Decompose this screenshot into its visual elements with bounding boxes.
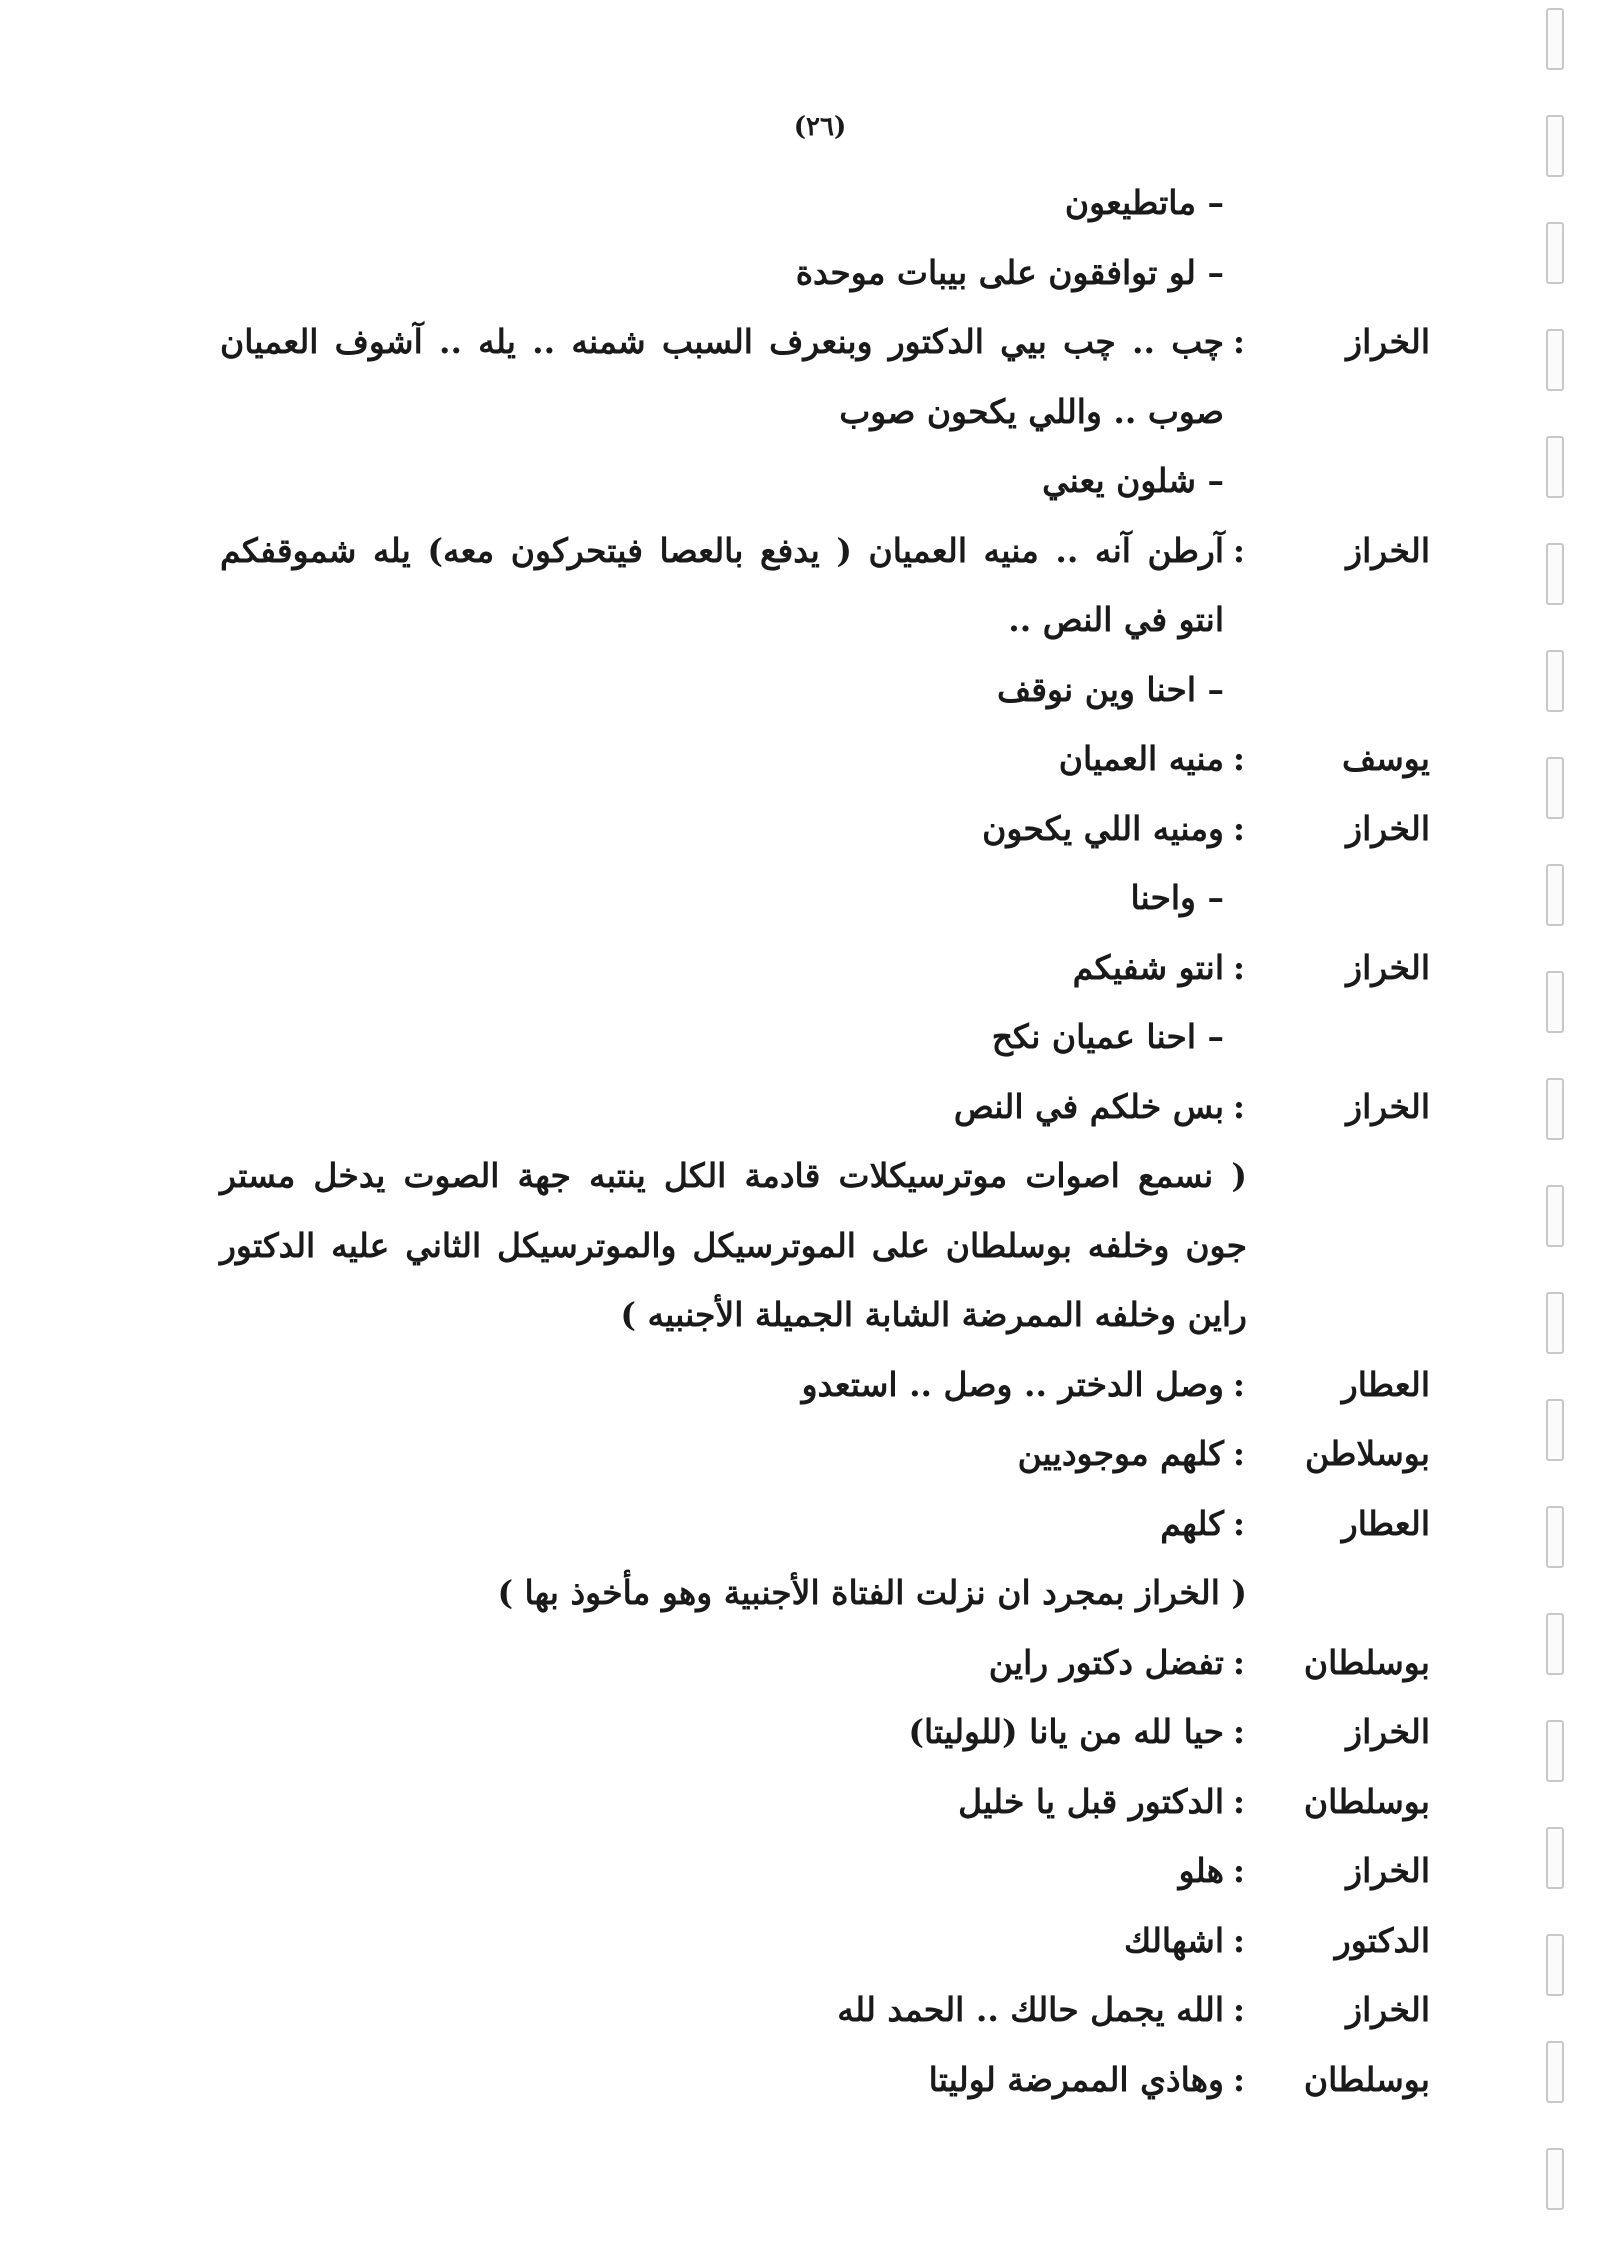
speaker-name: الخراز — [1346, 530, 1430, 570]
speaker-colon: : — [1232, 1364, 1245, 1404]
line-text: وصل الدختر .. وصل .. استعدو — [801, 1364, 1224, 1404]
stage-direction — [220, 1558, 1430, 1628]
dialogue-line — [220, 863, 1430, 933]
line-text: اشهالك — [1124, 1920, 1224, 1960]
speaker-name: بوسلاطن — [1305, 1434, 1430, 1473]
binding-hole — [1546, 329, 1564, 391]
line-text: آرطن آنه .. منيه العميان ( يدفع بالعصا فيتحركون معه) يله شموقفكم انتو في النص .. — [220, 530, 1224, 639]
dialogue-line — [220, 794, 1430, 864]
speaker-colon: : — [1232, 1086, 1245, 1126]
dialogue-line — [220, 1697, 1430, 1767]
line-text: انتو شفيكم — [1072, 947, 1224, 987]
dialogue-line — [220, 168, 1430, 238]
line-text: الله يجمل حالك .. الحمد لله — [837, 1990, 1224, 2029]
line-text: تفضل دكتور راين — [988, 1642, 1224, 1682]
binding-hole — [1546, 1506, 1564, 1568]
dialogue-line — [220, 724, 1430, 794]
dialogue-line — [220, 1628, 1430, 1698]
dialogue-line — [220, 307, 1430, 446]
speaker-colon: : — [1232, 808, 1245, 848]
speaker-colon: : — [1232, 739, 1245, 778]
dialogue-line — [220, 1489, 1430, 1559]
binding-holes — [1534, 0, 1574, 2262]
dialogue-line — [220, 655, 1430, 725]
speaker-name: الخراز — [1346, 1086, 1430, 1126]
speaker-colon: : — [1232, 1434, 1245, 1473]
speaker-name: الخراز — [1346, 1851, 1430, 1890]
speaker-name: العطار — [1341, 1364, 1430, 1404]
dialogue-line — [220, 1419, 1430, 1489]
speaker-colon: : — [1232, 1920, 1245, 1960]
binding-hole — [1546, 1934, 1564, 1996]
line-text: – ماتطيعون — [220, 168, 1224, 238]
speaker-name: الدكتور — [1334, 1920, 1430, 1960]
binding-hole — [1546, 1613, 1564, 1675]
binding-hole — [1546, 2041, 1564, 2103]
speaker-name: العطار — [1341, 1503, 1430, 1543]
binding-hole — [1546, 222, 1564, 284]
script-body — [220, 168, 1430, 2114]
binding-hole — [1546, 1292, 1564, 1354]
binding-hole — [1546, 971, 1564, 1033]
page-number: (٢٦) — [793, 112, 847, 142]
dialogue-line — [220, 446, 1430, 516]
dialogue-line — [220, 1350, 1430, 1420]
speaker-colon: : — [1232, 1712, 1245, 1751]
speaker-name: الخراز — [1346, 322, 1430, 361]
line-text: – لو توافقون على بيبات موحدة — [220, 238, 1224, 308]
speaker-colon: : — [1232, 1503, 1245, 1543]
line-text: – شلون يعني — [220, 446, 1224, 516]
speaker-colon: : — [1232, 1781, 1245, 1821]
line-text: ومنيه اللي يكحون — [982, 808, 1224, 848]
binding-hole — [1546, 864, 1564, 926]
binding-hole — [1546, 1399, 1564, 1461]
dialogue-line — [220, 933, 1430, 1003]
speaker-colon: : — [1232, 1851, 1245, 1890]
line-text: – واحنا — [220, 863, 1224, 933]
line-text: الدكتور قبل يا خليل — [958, 1781, 1224, 1821]
binding-hole — [1546, 1185, 1564, 1247]
speaker-name: الخراز — [1346, 1712, 1430, 1751]
speaker-name: بوسلطان — [1303, 1642, 1430, 1682]
line-text: كلهم — [1160, 1503, 1224, 1543]
line-text: وهاذي الممرضة لوليتا — [928, 2059, 1224, 2099]
line-text: حيا لله من يانا (للوليتا) — [908, 1712, 1224, 1751]
binding-hole — [1546, 1720, 1564, 1782]
speaker-colon: : — [1232, 530, 1245, 570]
binding-hole — [1546, 8, 1564, 70]
dialogue-line — [220, 1072, 1430, 1142]
binding-hole — [1546, 543, 1564, 605]
line-text: بس خلكم في النص — [953, 1086, 1224, 1126]
dialogue-line — [220, 1975, 1430, 2045]
speaker-colon: : — [1232, 322, 1245, 361]
binding-hole — [1546, 757, 1564, 819]
speaker-name: الخراز — [1346, 947, 1430, 987]
line-text: – احنا عميان نكح — [220, 1002, 1224, 1072]
line-text: ( نسمع اصوات موترسيكلات قادمة الكل ينتبه جهة الصوت يدخل مستر جون وخلفه بوسلطان على الموترسيكل والموترسيكل الثاني عليه الدكتور راين وخلفه الممرضة الشابة الجميلة الأجنبيه ) — [220, 1156, 1247, 1334]
dialogue-line — [220, 516, 1430, 655]
line-text: – احنا وين نوقف — [220, 655, 1224, 725]
dialogue-line — [220, 2045, 1430, 2115]
speaker-name: بوسلطان — [1303, 2059, 1430, 2099]
binding-hole — [1546, 650, 1564, 712]
line-text: منيه العميان — [1058, 739, 1224, 778]
dialogue-line — [220, 1906, 1430, 1976]
dialogue-line — [220, 238, 1430, 308]
speaker-name: يوسف — [1341, 739, 1430, 778]
line-text: ( الخراز بمجرد ان نزلت الفتاة الأجنبية وهو مأخوذ بها ) — [497, 1573, 1247, 1612]
binding-hole — [1546, 2148, 1564, 2210]
binding-hole — [1546, 115, 1564, 177]
speaker-name: بوسلطان — [1303, 1781, 1430, 1821]
speaker-colon: : — [1232, 947, 1245, 987]
speaker-name: الخراز — [1346, 1990, 1430, 2029]
speaker-colon: : — [1232, 2059, 1245, 2099]
line-text: هلو — [1178, 1851, 1224, 1890]
binding-hole — [1546, 1827, 1564, 1889]
dialogue-line — [220, 1767, 1430, 1837]
line-text: چب .. چب بيي الدكتور وبنعرف السبب شمنه .. يله .. آشوف العميان صوب .. واللي يكحون صوب — [220, 322, 1224, 431]
binding-hole — [1546, 436, 1564, 498]
binding-hole — [1546, 1078, 1564, 1140]
dialogue-line — [220, 1002, 1430, 1072]
speaker-name: الخراز — [1346, 808, 1430, 848]
stage-direction — [220, 1141, 1430, 1350]
speaker-colon: : — [1232, 1990, 1245, 2029]
dialogue-line — [220, 1836, 1430, 1906]
line-text: كلهم موجوديين — [1017, 1434, 1224, 1473]
speaker-colon: : — [1232, 1642, 1245, 1682]
